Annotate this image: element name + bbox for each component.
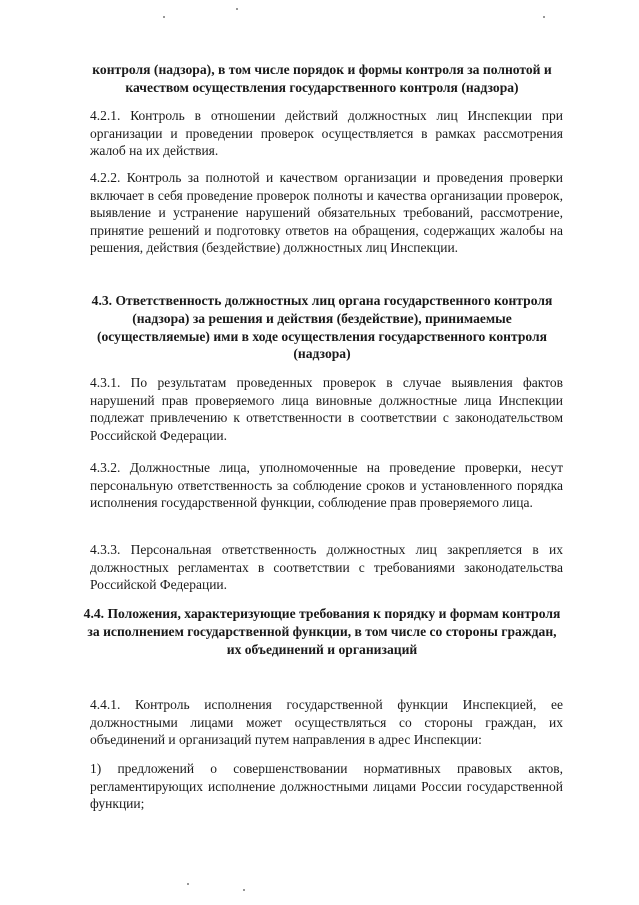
list-item-1: 1) предложений о совершенствовании нормативных правовых актов, регламентирующих исполнение должностными лицами России государственной функции;	[90, 761, 563, 812]
paragraph-4-3-3: 4.3.3. Персональная ответственность должностных лиц закрепляется в их должностных регламентах в соответствии с требованиями законодательства Российской Федерации.	[90, 542, 563, 593]
section-heading-4-3: 4.3. Ответственность должностных лиц органа государственного контроля (надзора) за решения и действия (бездействие), принимаемые (осуществляемые) ими в ходе осуществления государственного контроля (надзора)	[91, 293, 553, 362]
scan-speck	[236, 8, 238, 10]
scan-speck	[243, 889, 245, 891]
paragraph-4-2-1: 4.2.1. Контроль в отношении действий должностных лиц Инспекции при организации и проведении проверок осуществляется в рамках рассмотрения жалоб на их действия.	[90, 108, 563, 159]
scan-speck	[187, 883, 189, 885]
section-heading-continued: контроля (надзора), в том числе порядок и формы контроля за полнотой и качеством осуществления государственного контроля (надзора)	[92, 62, 552, 95]
paragraph-4-2-2: 4.2.2. Контроль за полнотой и качеством организации и проведения проверки включает в себя проведение проверок полноты и качества организации проверок, выявление и устранение нарушений обязательных требований, рассмотрение, принятие решений и подготовку ответов на обращения, содержащих жалобы на решения, действия (бездействие) должностных лиц Инспекции.	[90, 170, 563, 256]
scan-speck	[163, 16, 165, 18]
section-heading-4-4: 4.4. Положения, характеризующие требования к порядку и формам контроля за исполнением государственной функции, в том числе со стороны граждан, их объединений и организаций	[83, 606, 561, 657]
paragraph-4-4-1: 4.4.1. Контроль исполнения государственной функции Инспекцией, ее должностными лицами может осуществляться со стороны граждан, их объединений и организаций путем направления в адрес Инспекции:	[90, 697, 563, 748]
paragraph-4-3-1: 4.3.1. По результатам проведенных проверок в случае выявления фактов нарушений прав проверяемого лица виновные должностные лица Инспекции подлежат привлечению к ответственности в соответствии с законодательством Российской Федерации.	[90, 375, 563, 443]
paragraph-4-3-2: 4.3.2. Должностные лица, уполномоченные на проведение проверки, несут персональную ответственность за соблюдение сроков и установленного порядка исполнения государственной функции, соблюдение прав проверяемого лица.	[90, 460, 563, 511]
scan-speck	[543, 16, 545, 18]
